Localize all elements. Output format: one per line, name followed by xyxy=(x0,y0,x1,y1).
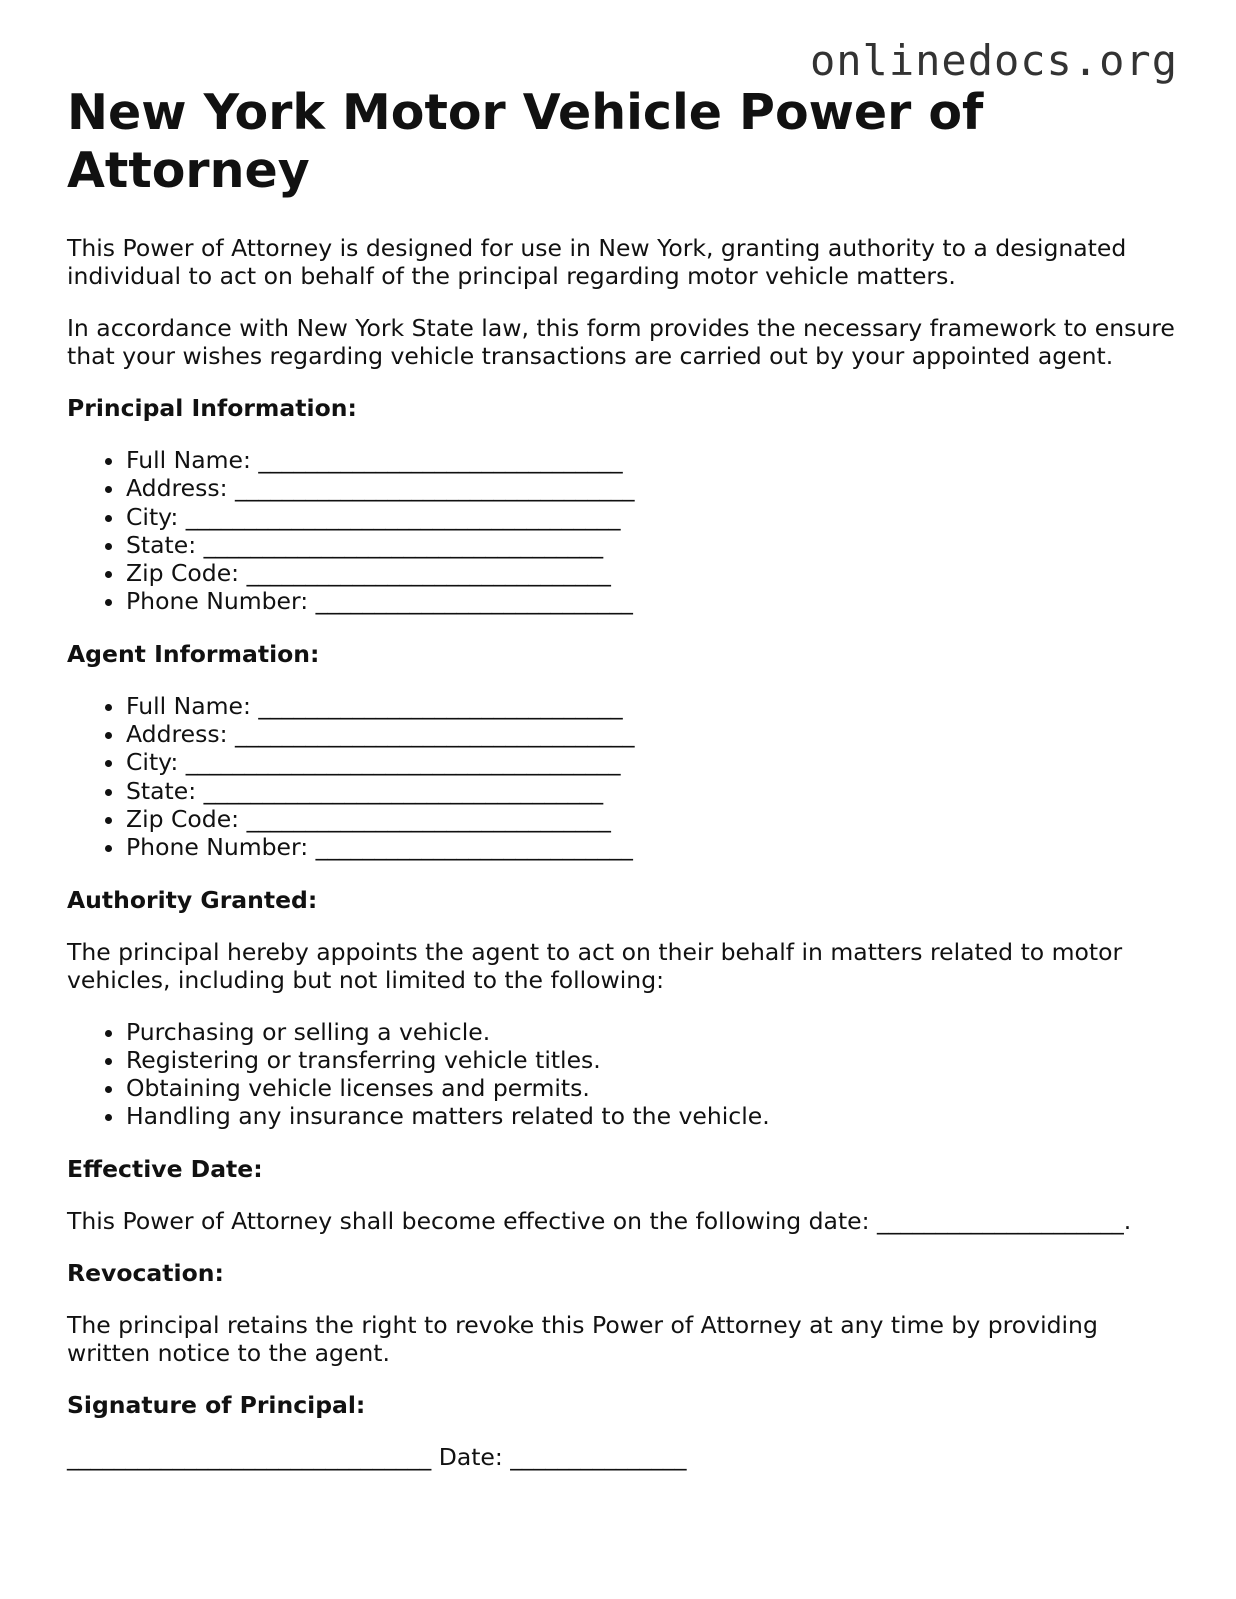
effective-date-text: This Power of Attorney shall become effective on the following date: _____________________. xyxy=(67,1206,1132,1235)
agent-zip-code-field: • Zip Code: _______________________________ xyxy=(126,805,1177,833)
agent-full-name-field: • Full Name: _______________________________ xyxy=(126,692,1177,720)
agent-information-heading: Agent Information: xyxy=(67,639,320,668)
authority-items-list xyxy=(67,1018,1177,1131)
agent-fields-list xyxy=(67,692,1177,862)
authority-item: • Handling any insurance matters related to the vehicle. xyxy=(126,1102,1177,1130)
revocation-text: The principal retains the right to revoke this Power of Attorney at any time by providing written notice to the agent. xyxy=(67,1310,1098,1367)
principal-zip-code-field: • Zip Code: _______________________________ xyxy=(126,559,1177,587)
principal-state-field: • State: __________________________________ xyxy=(126,531,1177,559)
intro-paragraph-1: This Power of Attorney is designed for use in New York, granting authority to a designated individual to act on behalf of the principal regarding motor vehicle matters. xyxy=(67,234,1127,290)
document-page xyxy=(67,84,1177,1495)
principal-full-name-field: • Full Name: _______________________________ xyxy=(126,446,1177,474)
signature-line: _______________________________ Date: _______________ xyxy=(67,1442,687,1471)
principal-fields-list xyxy=(67,446,1177,616)
principal-information-heading: Principal Information: xyxy=(67,394,357,422)
authority-item: • Obtaining vehicle licenses and permits. xyxy=(126,1074,1177,1102)
agent-phone-number-field: • Phone Number: ___________________________ xyxy=(126,833,1177,861)
agent-state-field: • State: __________________________________ xyxy=(126,777,1177,805)
authority-granted-text: The principal hereby appoints the agent to act on their behalf in matters related to motor vehicles, including but not limited to the following: xyxy=(67,937,1123,994)
authority-granted-heading: Authority Granted: xyxy=(67,885,318,914)
authority-item: • Purchasing or selling a vehicle. xyxy=(126,1018,1177,1046)
watermark-text: onlinedocs.org xyxy=(809,36,1178,85)
effective-date-heading: Effective Date: xyxy=(67,1154,263,1183)
document-title: New York Motor Vehicle Power of Attorney xyxy=(67,84,984,199)
principal-phone-number-field: • Phone Number: ___________________________ xyxy=(126,587,1177,615)
principal-address-field: • Address: __________________________________ xyxy=(126,474,1177,502)
intro-paragraph-2: In accordance with New York State law, this form provides the necessary framework to ensure that your wishes regarding vehicle transactions are carried out by your appointed agent. xyxy=(67,314,1175,370)
agent-city-field: • City: _____________________________________ xyxy=(126,748,1177,776)
revocation-heading: Revocation: xyxy=(67,1258,224,1287)
signature-heading: Signature of Principal: xyxy=(67,1390,366,1419)
agent-address-field: • Address: __________________________________ xyxy=(126,720,1177,748)
principal-city-field: • City: _____________________________________ xyxy=(126,503,1177,531)
authority-item: • Registering or transferring vehicle titles. xyxy=(126,1046,1177,1074)
